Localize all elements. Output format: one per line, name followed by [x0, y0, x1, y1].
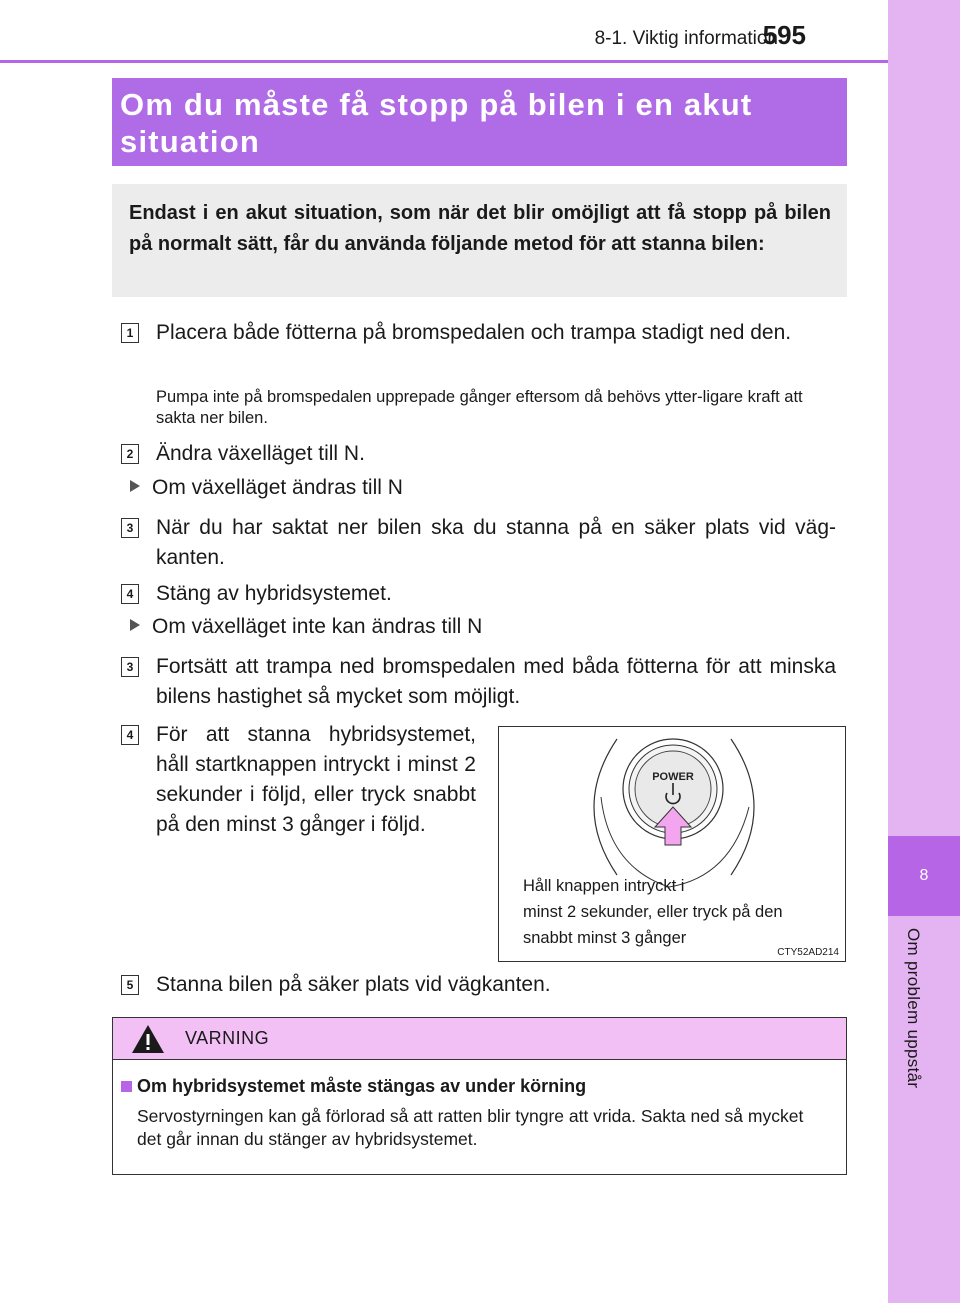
step-text: Ändra växelläget till N.	[156, 442, 365, 465]
triangle-bullet-icon	[130, 480, 140, 492]
step-text: När du har saktat ner bilen ska du stanna på en säker plats vid väg-kanten.	[156, 516, 836, 569]
step-number: 2	[121, 444, 139, 464]
page-header	[0, 0, 888, 60]
step-text: För att stanna hybridsystemet, håll startknappen intryckt i minst 2 sekunder i följd, eller tryck snabbt på den minst 3 gånger i följd.	[156, 723, 476, 836]
figure-caption-line1: Håll knappen intryckt i	[523, 877, 685, 895]
step-number: 4	[121, 725, 139, 745]
page-title-line2: situation	[120, 124, 260, 159]
triangle-bullet-icon	[130, 619, 140, 631]
step-text: Fortsätt att trampa ned bromspedalen med båda fötterna för att minska bilens hastighet så mycket som möjligt.	[156, 655, 836, 708]
page-title-line1: Om du måste få stopp på bilen i en akut	[120, 87, 753, 122]
step-number: 3	[121, 518, 139, 538]
warning-triangle-icon	[131, 1024, 165, 1054]
step-text: Stanna bilen på säker plats vid vägkanten.	[156, 973, 551, 996]
power-button-label: POWER	[652, 771, 694, 783]
step-text: Stäng av hybridsystemet.	[156, 582, 392, 605]
figure-code: CTY52AD214	[777, 947, 839, 958]
chapter-title: Om problem uppstår	[904, 928, 923, 1089]
power-button-figure	[498, 726, 846, 962]
header-rule	[0, 60, 888, 63]
page-title	[112, 78, 847, 166]
warning-title-text: Om hybridsystemet måste stängas av under körning	[137, 1076, 587, 1096]
page-number: 595	[762, 20, 806, 50]
figure-caption	[523, 873, 783, 951]
warning-title	[121, 1076, 586, 1097]
step-number: 3	[121, 657, 139, 677]
step-number: 1	[121, 323, 139, 343]
case-heading-text: Om växelläget inte kan ändras till N	[152, 615, 483, 638]
step-note: Pumpa inte på bromspedalen upprepade gånger eftersom då behövs ytter-ligare kraft att sakta ner bilen.	[156, 388, 803, 427]
warning-header	[113, 1018, 846, 1060]
case-heading-text: Om växelläget ändras till N	[152, 476, 403, 499]
warning-label: VARNING	[185, 1028, 270, 1048]
step-number: 5	[121, 975, 139, 995]
square-bullet-icon	[121, 1081, 132, 1092]
chapter-number-tab: 8	[888, 836, 960, 916]
step-number: 4	[121, 584, 139, 604]
intro-box	[112, 184, 847, 297]
intro-text: Endast i en akut situation, som när det blir omöjligt att få stopp på bilen på normalt sätt, får du använda följande metod för att stanna bilen:	[129, 202, 831, 255]
step-text: Placera både fötterna på bromspedalen och trampa stadigt ned den.	[156, 321, 792, 344]
case-heading	[130, 615, 482, 639]
case-heading	[130, 476, 403, 500]
figure-caption-line2: minst 2 sekunder, eller tryck på den	[523, 903, 783, 921]
figure-caption-line3: snabbt minst 3 gånger	[523, 929, 687, 947]
warning-body: Servostyrningen kan gå förlorad så att ratten blir tyngre att vrida. Sakta ned så mycket det går innan du stänger av hybridsystemet.	[137, 1106, 804, 1149]
warning-box	[112, 1017, 847, 1175]
section-title: 8-1. Viktig information	[594, 28, 778, 49]
